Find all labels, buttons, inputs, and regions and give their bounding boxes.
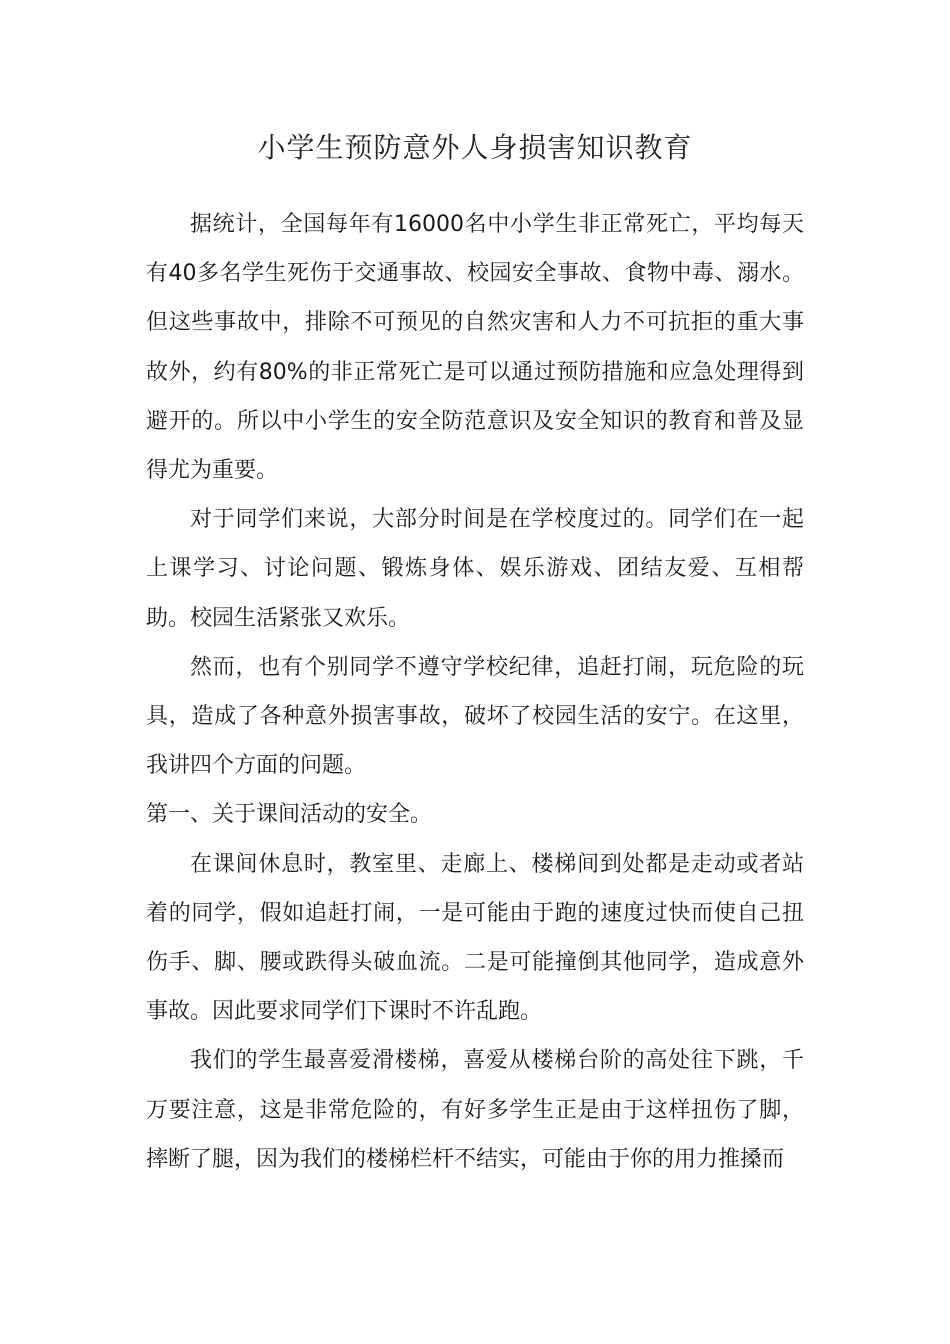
paragraph-school-life: 对于同学们来说，大部分时间是在学校度过的。同学们在一起上课学习、讨论问题、锻炼身体、娱乐游戏、团结友爱、互相帮助。校园生活紧张又欢乐。 [146, 507, 804, 631]
paragraph-break-time: 在课间休息时，教室里、走廊上、楼梯间到处都是走动或者站着的同学，假如追赶打闹，一是可能由于跑的速度过快而使自己扭伤手、脚、腰或跌得头破血流。二是可能撞倒其他同学，造成意外事故。因此要求同学们下课时不许乱跑。 [146, 851, 804, 1025]
document-body [146, 200, 804, 1184]
paragraph-stairs: 我们的学生最喜爱滑楼梯，喜爱从楼梯台阶的高处往下跳，千万要注意，这是非常危险的，有好多学生正是由于这样扭伤了脚，摔断了腿，因为我们的楼梯栏杆不结实，可能由于你的用力推搡而 [146, 1048, 804, 1172]
section-heading-break-activities: 第一、关于课间活动的安全。 [146, 802, 433, 828]
paragraph-statistics: 据统计，全国每年有16000名中小学生非正常死亡，平均每天有40多名学生死伤于交通事故、校园安全事故、食物中毒、溺水。但这些事故中，排除不可预见的自然灾害和人力不可抗拒的重大事故外，约有80%的非正常死亡是可以通过预防措施和应急处理得到避开的。所以中小学生的安全防范意识及安全知识的教育和普及显得尤为重要。 [146, 212, 804, 484]
document-title: 小学生预防意外人身损害知识教育 [257, 131, 693, 164]
paragraph-intro-issues: 然而，也有个别同学不遵守学校纪律，追赶打闹，玩危险的玩具，造成了各种意外损害事故，破坏了校园生活的安宁。在这里，我讲四个方面的问题。 [146, 654, 804, 779]
